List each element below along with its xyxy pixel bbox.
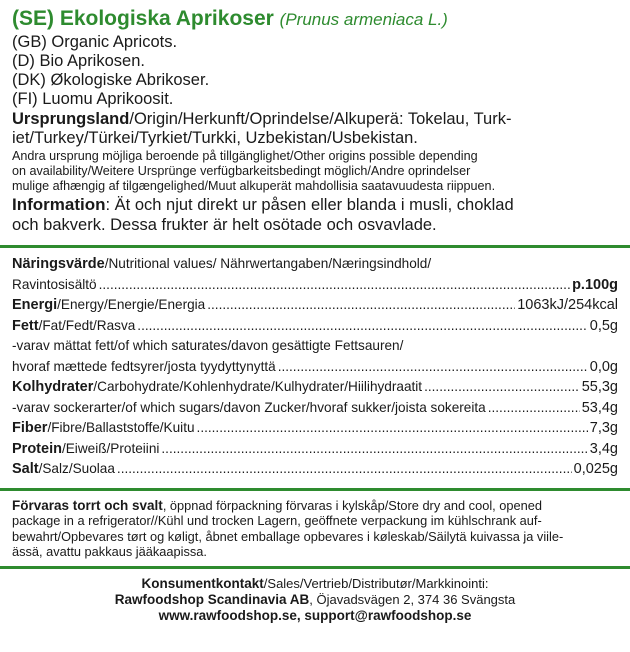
information-text2: och bakverk. Dessa frukter är helt osötade och osvavlade. (12, 215, 437, 234)
information-head: Information (12, 195, 106, 214)
protein-label: Protein (12, 440, 62, 457)
fiber-label-rest: /Fibre/Ballaststoffe/Kuitu (47, 420, 195, 435)
storage-text2: package in a refrigerator//Kühl und trocken Lagern, geöffnete verpackung im kühlschrank auf- (12, 513, 542, 528)
origin-text: /Origin/Herkunft/Oprindelse/Alkuperä: Tokelau, Turk- (129, 110, 512, 128)
fiber-value: 7,3g (589, 420, 618, 436)
protein-value: 3,4g (589, 440, 618, 457)
fat-label-rest: /Fat/Fedt/Rasva (38, 317, 136, 333)
dot-leader (99, 275, 570, 296)
nutrition-row-energy (12, 295, 618, 316)
saturates-label: hvoraf mættede fedtsyrer/josta tyydyttynyttä (12, 358, 276, 374)
energy-label-rest: /Energy/Energie/Energia (57, 297, 206, 312)
storage-text1: , öppnad förpackning förvaras i kylskåp/Store dry and cool, opened (162, 497, 542, 513)
contact-company: Rawfoodshop Scandinavia AB (114, 591, 310, 607)
carb-label: Kolhydrater (12, 379, 94, 395)
storage-block (12, 491, 618, 566)
nutrition-row-salt (12, 459, 618, 480)
saturates-value: 0,0g (589, 358, 618, 375)
salt-label-rest: /Salz/Suolaa (38, 461, 115, 476)
storage-head: Förvaras torrt och svalt (12, 497, 163, 513)
nutrition-header-line2: Ravintosisältö (12, 276, 97, 292)
protein-label-rest: /Eiweiß/Proteiini (61, 440, 160, 456)
saturates-line1: -varav mättat fett/of which saturates/davon gesättigte Fettsauren/ (12, 338, 404, 353)
carb-label-rest: /Carbohydrate/Kohlenhydrate/Kulhydrater/Hiilihydraatit (93, 379, 423, 394)
fiber-label: Fiber (12, 420, 48, 436)
fat-label: Fett (12, 317, 39, 334)
information-text1: : Ät och njut direkt ur påsen eller blanda i musli, choklad (105, 196, 514, 214)
fat-value: 0,5g (589, 317, 618, 334)
nutrition-row-carbohydrate (12, 377, 618, 398)
nutrition-header-rest: /Nutritional values/ Nährwertangaben/Næringsindhold/ (104, 256, 432, 271)
origin-note (12, 149, 618, 194)
contact-head: Konsumentkontakt (141, 575, 264, 591)
nutrition-row-sugars (12, 398, 618, 419)
information-block (12, 195, 618, 235)
energy-value: 1063kJ/254kcal (517, 297, 618, 313)
origin-note-3: mulige afhængig af tilgængelighed/Muut alkuperät mahdollisia saatavuudesta riippuen. (12, 179, 496, 193)
origin-block (12, 110, 618, 148)
origin-note-2: on availability/Weitere Ursprünge verfügbarkeitsbedingt möglich/Andre oprindelser (12, 164, 471, 178)
dot-leader (424, 377, 580, 398)
dot-leader (117, 459, 572, 480)
energy-label: Energi (12, 297, 58, 313)
dot-leader (278, 357, 588, 378)
dot-leader (488, 398, 580, 419)
lang-fi: (FI) Luomu Aprikoosit. (12, 90, 174, 108)
origin-text2: iet/Turkey/Türkei/Tyrkiet/Turkki, Uzbekistan/Usbekistan. (12, 129, 418, 147)
dot-leader (207, 295, 515, 316)
nutrition-per-100g: p.100g (572, 276, 618, 293)
dot-leader (197, 418, 588, 439)
title-latin: (Prunus armeniaca L.) (279, 10, 448, 29)
salt-label: Salt (12, 461, 39, 477)
contact-web-link[interactable]: www.rawfoodshop.se, support@rawfoodshop.se (158, 607, 472, 623)
nutrition-row-fat (12, 316, 618, 337)
nutrition-row-protein (12, 439, 618, 460)
nutrition-row-saturates (12, 357, 618, 378)
nutrition-header (12, 254, 618, 275)
lang-de: (D) Bio Aprikosen. (12, 52, 145, 70)
contact-head-rest: /Sales/Vertrieb/Distributør/Markkinointi: (263, 575, 489, 591)
contact-address: , Öjavadsvägen 2, 374 36 Svängsta (309, 591, 516, 607)
carb-value: 55,3g (581, 379, 618, 395)
nutrition-row-fiber (12, 418, 618, 439)
title-main: (SE) Ekologiska Aprikoser (12, 7, 274, 30)
origin-head: Ursprungsland (12, 110, 130, 128)
lang-gb: (GB) Organic Apricots. (12, 33, 178, 51)
product-title (12, 6, 618, 33)
sugars-label: -varav sockerarter/of which sugars/davon Zucker/hvoraf sukker/joista sokereita (12, 399, 486, 415)
sugars-value: 53,4g (581, 399, 618, 416)
contact-block (12, 569, 618, 624)
dot-leader (161, 439, 587, 460)
salt-value: 0,025g (573, 461, 618, 477)
nutrition-header-row (12, 275, 618, 296)
lang-dk: (DK) Økologiske Abrikoser. (12, 71, 210, 89)
nutrition-header-bold: Näringsvärde (12, 256, 105, 272)
storage-text3: bewahrt/Opbevares tørt og køligt, åbnet emballage opbevares i køleskab/Säilytä kuivassa ja viile- (12, 528, 564, 544)
storage-text4: ässä, avattu pakkaus jääkaapissa. (12, 544, 207, 559)
nutrition-table (12, 248, 618, 480)
origin-note-1: Andra ursprung möjliga beroende på tillgänglighet/Other origins possible depending (12, 149, 478, 163)
dot-leader (137, 316, 587, 337)
